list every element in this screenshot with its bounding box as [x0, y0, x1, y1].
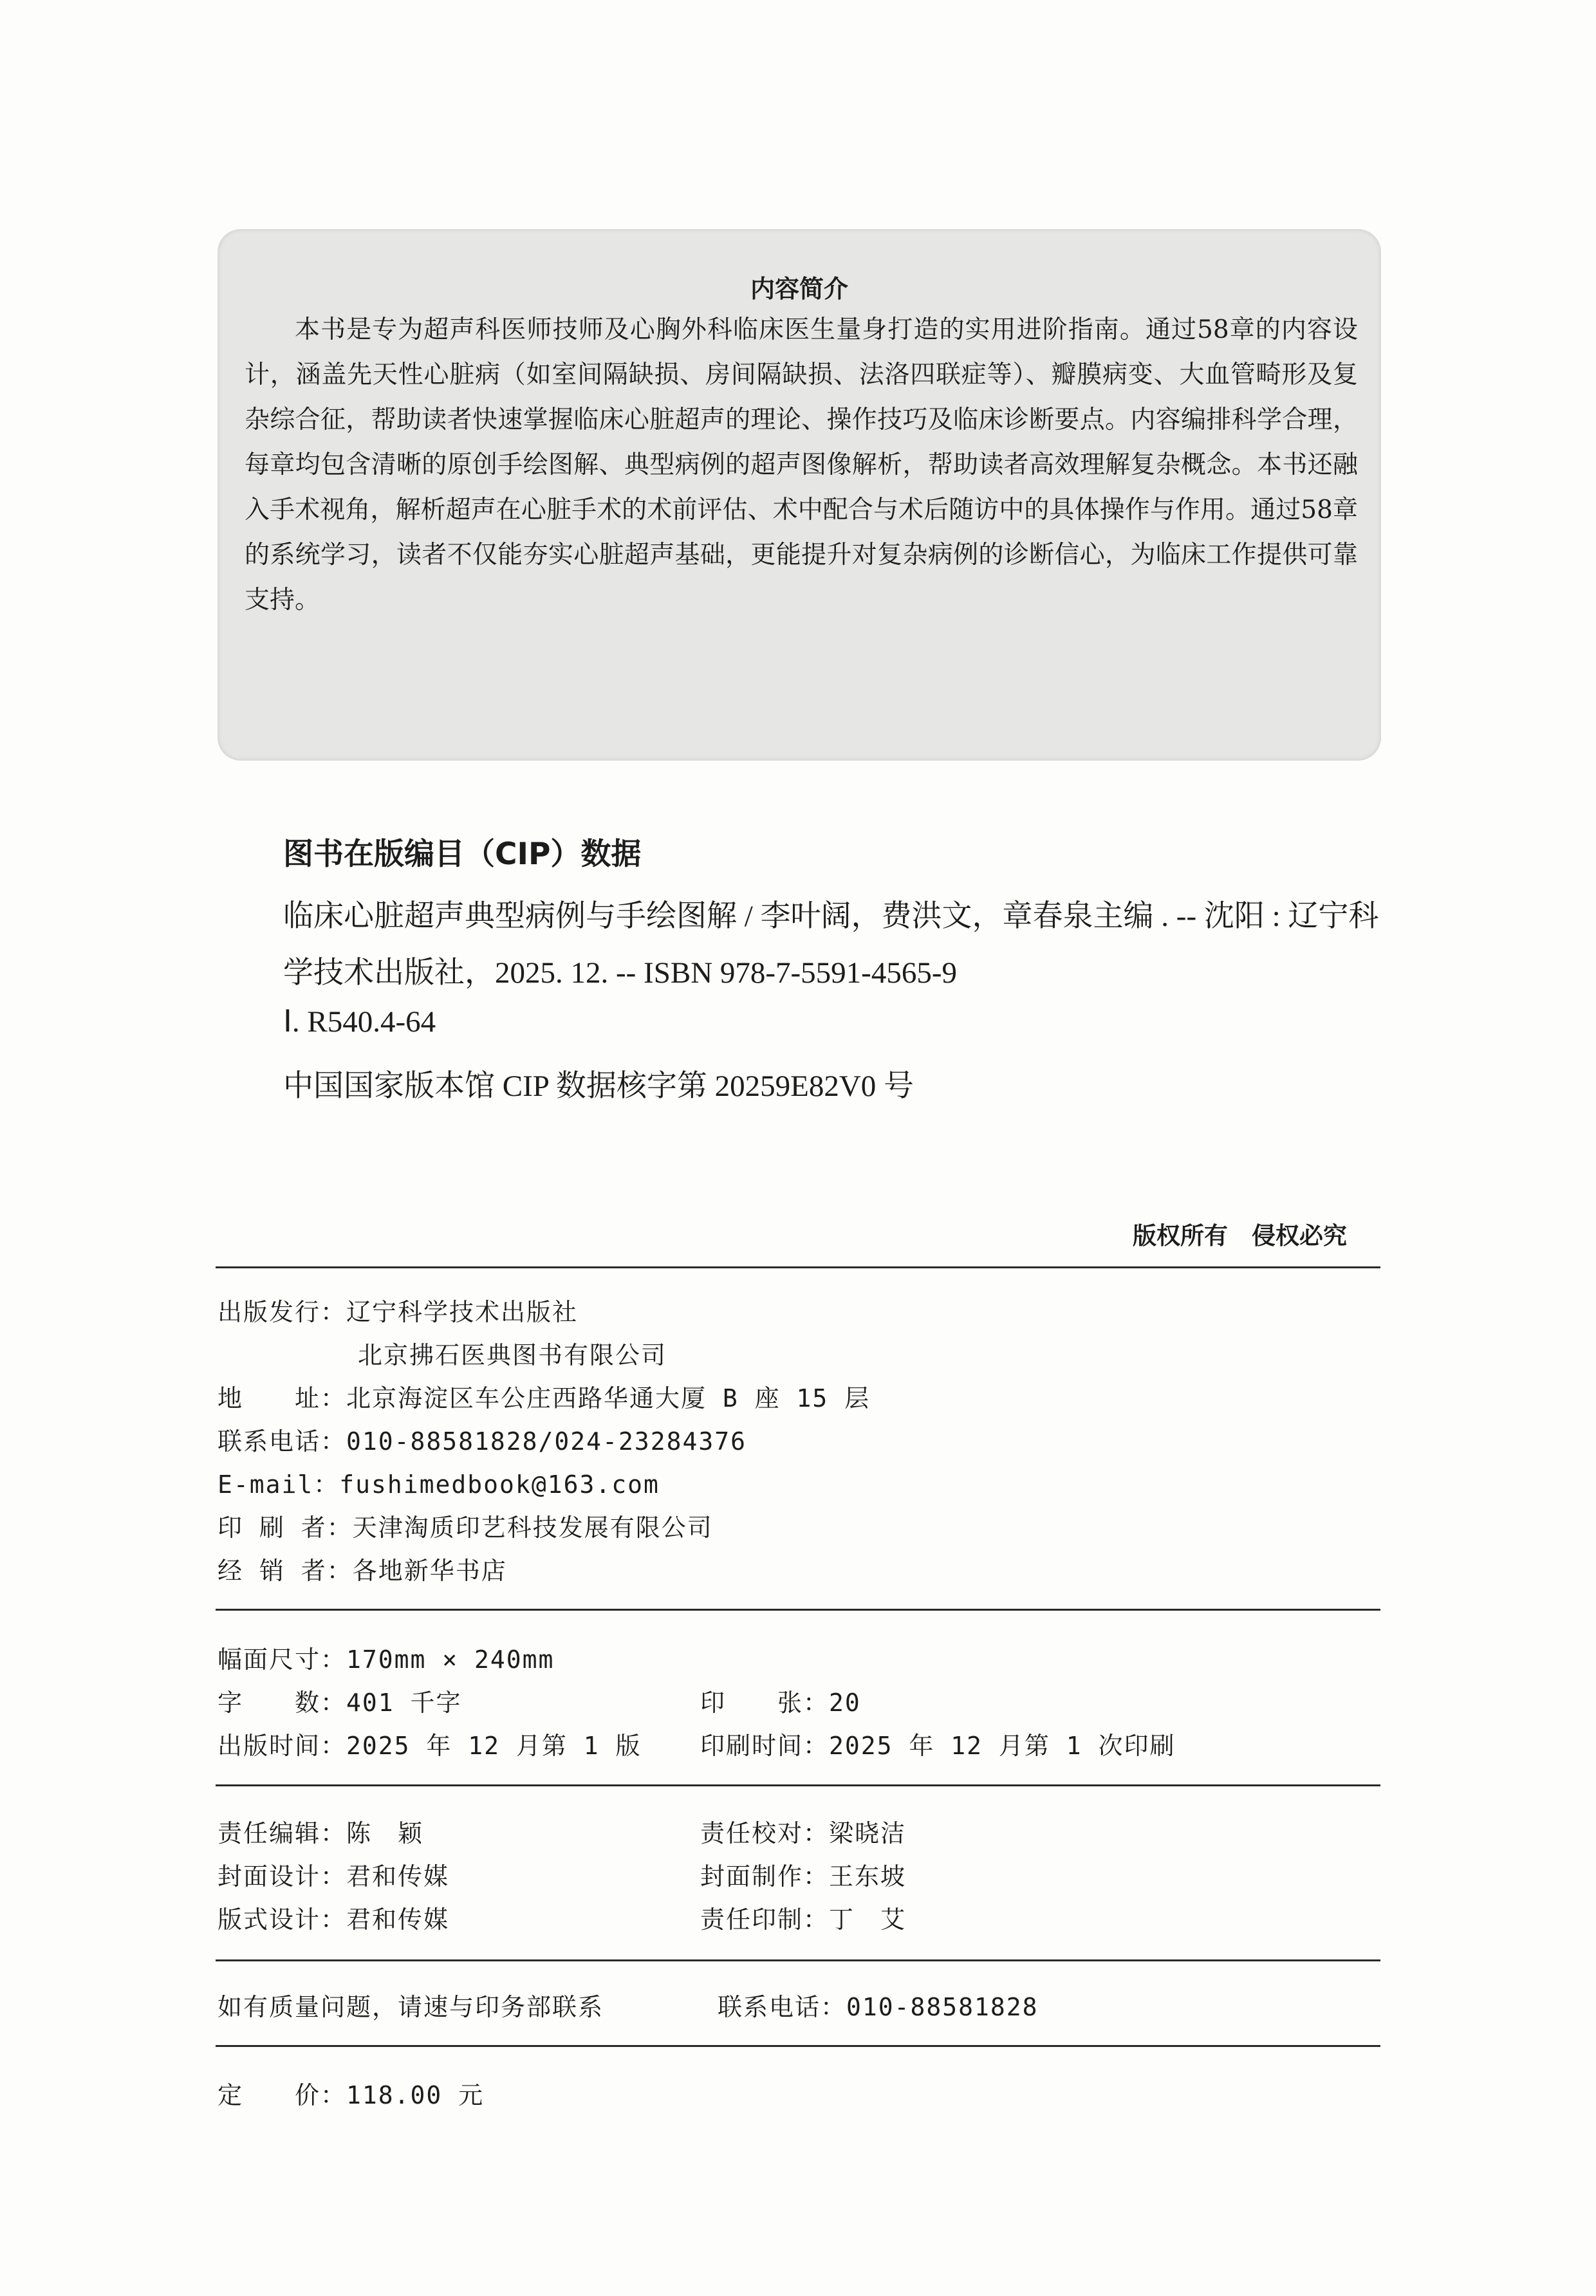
email: fushimedbook@163.com [339, 1470, 660, 1499]
layout-design: 君和传媒 [346, 1905, 450, 1934]
phone: 010-88581828/024-23284376 [346, 1427, 747, 1456]
layout-design-label: 版式设计： [218, 1905, 347, 1934]
editor: 陈 颖 [346, 1819, 424, 1847]
cover-make: 王东坡 [829, 1862, 907, 1891]
summary-body: 本书是专为超声科医师技师及心胸外科临床医生量身打造的实用进阶指南。通过58章的内容设计，涵盖先天性心脏病（如室间隔缺损、房间隔缺损、法洛四联症等）、瓣膜病变、大血管畸形及复杂综合征，帮助读者快速掌握临床心脏超声的理论、操作技巧及临床诊断要点。内容编排科学合理，每章均包含清晰的原创手绘图解、典型病例的超声图像解析，帮助读者高效理解复杂概念。本书还融入手术视角，解析超声在心脏手术的术前评估、术中配合与术后随访中的具体操作与作用。通过58章的系统学习，读者不仅能夯实心脏超声基础，更能提升对复杂病例的诊断信心，为临床工作提供可靠支持。 [245, 315, 1358, 615]
publisher-1: 辽宁科学技术出版社 [346, 1298, 579, 1326]
pubdate-label: 出版时间： [218, 1732, 347, 1760]
editor-row [218, 1813, 423, 1849]
publisher-row [218, 1292, 578, 1328]
cover-make-label: 封面制作： [700, 1862, 830, 1891]
cip-entry: 临床心脏超声典型病例与手绘图解 / 李叶阔，费洪文，章春泉主编 . -- 沈阳 : 辽宁科学技术出版社，2025. 12. -- ISBN 978-7-5591-4565-9 [283, 900, 1379, 990]
sheets: 20 [829, 1689, 861, 1717]
printer: 天津淘质印艺科技发展有限公司 [352, 1514, 713, 1542]
editor-label: 责任编辑： [218, 1819, 347, 1847]
proof-label: 责任校对： [700, 1819, 830, 1847]
email-label: E-mail： [218, 1470, 340, 1499]
words-row [218, 1683, 462, 1718]
divider [216, 1959, 1380, 1961]
cip-approval: 中国国家版本馆 CIP 数据核字第 20259E82V0 号 [283, 1069, 914, 1103]
printdate: 2025 年 12 月第 1 次印刷 [829, 1732, 1176, 1760]
price-row [218, 2075, 484, 2111]
rights-notice: 版权所有 侵权必究 [1133, 1222, 1347, 1250]
size: 170mm × 240mm [346, 1645, 555, 1674]
size-row [218, 1640, 554, 1675]
proof-row [700, 1813, 906, 1849]
printdate-row [700, 1726, 1176, 1761]
quality-notice: 如有质量问题，请速与印务部联系 [218, 1993, 604, 2021]
cip-title: 图书在版编目（CIP）数据 [283, 837, 642, 872]
printdate-label: 印刷时间： [700, 1732, 830, 1760]
price-label: 定 价： [218, 2081, 347, 2109]
words: 401 千字 [346, 1689, 462, 1717]
pubdate: 2025 年 12 月第 1 版 [346, 1732, 642, 1760]
cover-design: 君和传媒 [346, 1862, 450, 1891]
quality-phone-row [718, 1987, 1039, 2023]
divider [216, 1784, 1380, 1786]
price: 118.00 元 [346, 2081, 485, 2109]
printer-row [218, 1508, 713, 1543]
printer-label: 印 刷 者： [218, 1514, 353, 1542]
divider [216, 1609, 1380, 1611]
email-row [218, 1465, 660, 1500]
distributor-row [218, 1551, 507, 1586]
proof: 梁晓洁 [829, 1819, 907, 1847]
phone-row [218, 1421, 747, 1457]
phone-label: 联系电话： [218, 1427, 347, 1456]
print-resp: 丁 艾 [829, 1905, 907, 1934]
distributor: 各地新华书店 [352, 1557, 507, 1585]
cover-make-row [700, 1856, 906, 1892]
address-row [218, 1378, 870, 1414]
sheets-label: 印 张： [700, 1689, 830, 1717]
address-label: 地 址： [218, 1384, 347, 1412]
sheets-row [700, 1683, 861, 1718]
cover-design-row [218, 1856, 449, 1892]
publisher-2: 北京拂石医典图书有限公司 [358, 1341, 667, 1369]
quality-phone-label: 联系电话： [718, 1993, 847, 2021]
divider [216, 1266, 1380, 1268]
cip-classification: Ⅰ. R540.4-64 [283, 1005, 436, 1039]
quality-phone: 010-88581828 [846, 1993, 1039, 2021]
cover-design-label: 封面设计： [218, 1862, 347, 1891]
divider [216, 2045, 1380, 2047]
pubdate-row [218, 1726, 642, 1761]
print-resp-label: 责任印制： [700, 1905, 830, 1934]
publisher-label: 出版发行： [218, 1298, 347, 1326]
print-resp-row [700, 1900, 906, 1935]
layout-design-row [218, 1900, 449, 1935]
summary-title: 内容简介 [750, 275, 848, 303]
words-label: 字 数： [218, 1689, 347, 1717]
size-label: 幅面尺寸： [218, 1645, 347, 1674]
distributor-label: 经 销 者： [218, 1557, 353, 1585]
address: 北京海淀区车公庄西路华通大厦 B 座 15 层 [346, 1384, 871, 1412]
